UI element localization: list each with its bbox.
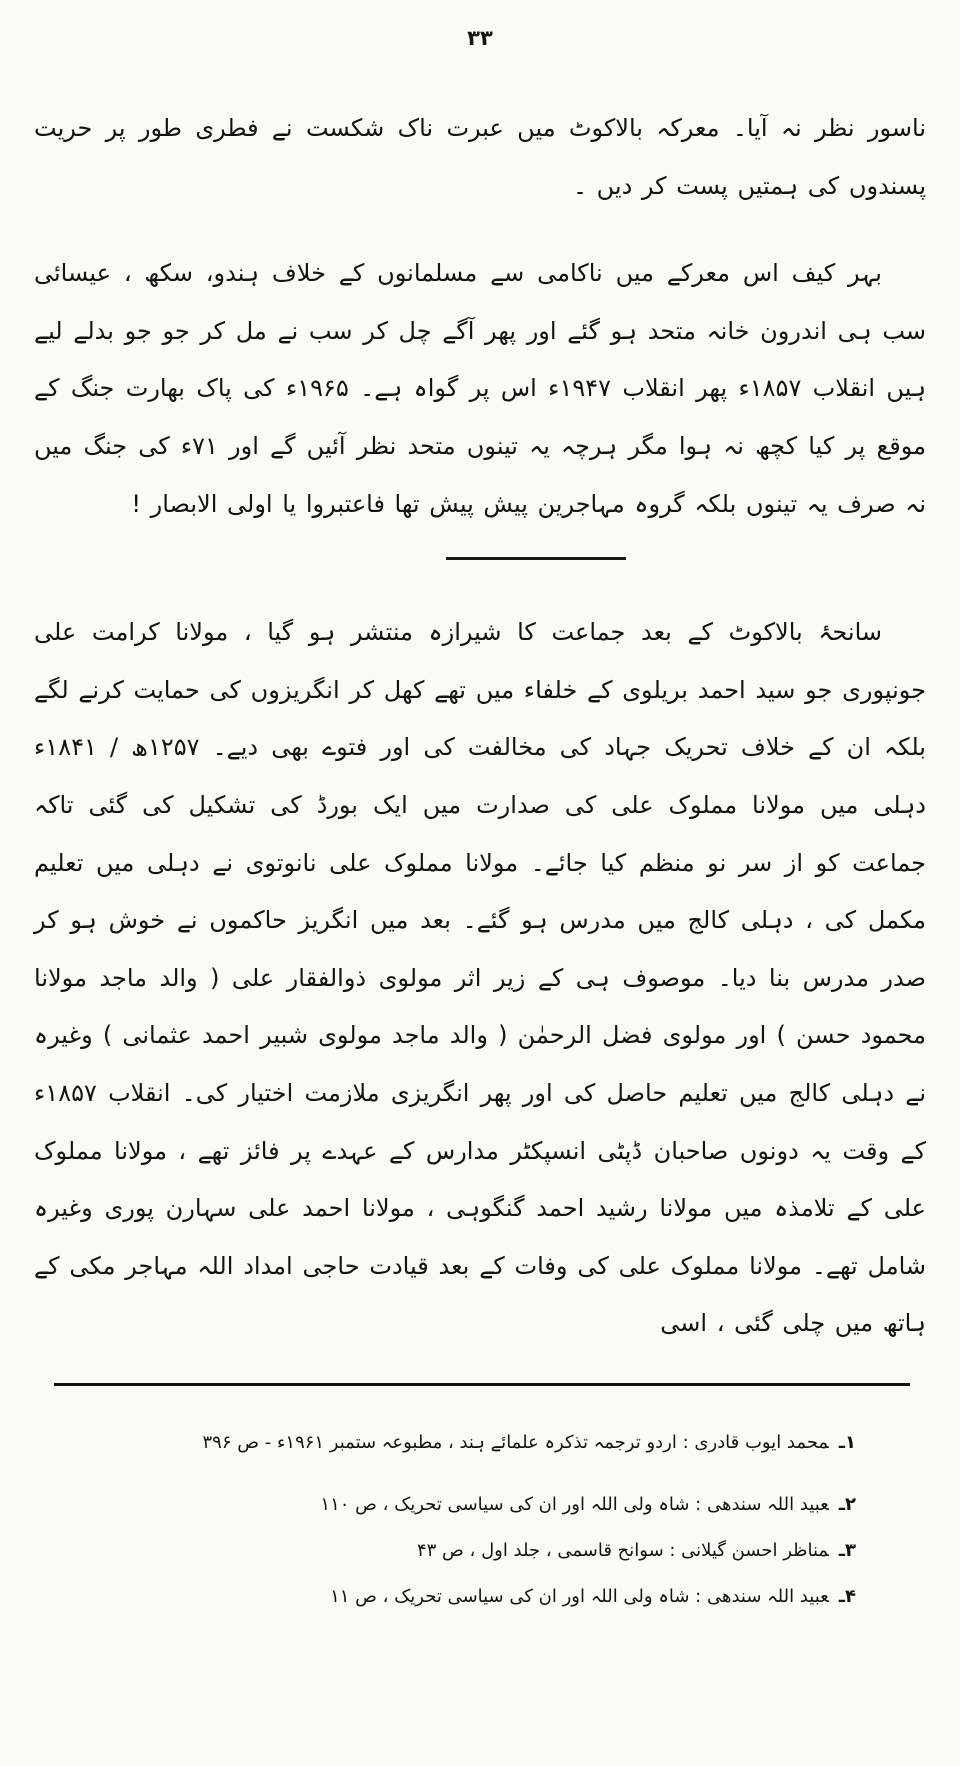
footnote-list <box>34 1420 926 1620</box>
footnote-marker: ۱ـ <box>838 1431 856 1453</box>
footnote-marker: ۲ـ <box>838 1493 856 1515</box>
footnote-marker: ۳ـ <box>838 1539 856 1561</box>
footnote-item <box>34 1574 856 1620</box>
footnote-divider <box>54 1383 910 1386</box>
paragraph: بہر کیف اس معرکے میں ناکامی سے مسلمانوں کے خلاف ہندو، سکھ ، عیسائی سب ہی اندرون خانہ متحد ہو گئے اور پھر آگے چل کر سب نے مل کر جو جو بدلے لیے ہیں انقلاب ۱۸۵۷ء پھر انقلاب ۱۹۴۷ء اس پر گواہ ہے۔ ۱۹۶۵ء کی پاک بھارت جنگ کے موقع پر کیا کچھ نہ ہوا مگر ہرچہ یہ تینوں متحد نظر آئیں گے اور ۷۱ء کی جنگ میں نہ صرف یہ تینوں بلکہ گروہ مہاجرین پیش پیش تھا فاعتبروا یا اولی الابصار ! <box>34 259 927 518</box>
footnote-marker: ۴ـ <box>838 1585 856 1607</box>
footnote-item <box>34 1528 856 1574</box>
paragraph: ناسور نظر نہ آیا۔ معرکہ بالاکوٹ میں عبرت ناک شکست نے فطری طور پر حریت پسندوں کی ہمتیں پست کر دیں ۔ <box>34 114 926 200</box>
footnote-text: محمد ایوب قادری : اردو ترجمہ تذکرہ علمائے ہند ، مطبوعہ ستمبر ۱۹۶۱ء - ص ۳۹۶ <box>202 1431 829 1453</box>
page-number: ۳۳ <box>467 26 493 50</box>
page-body <box>34 100 926 1353</box>
footnote-text: عبید اللہ سندھی : شاہ ولی اللہ اور ان کی سیاسی تحریک ، ص ۱۱۰ <box>320 1493 829 1515</box>
footnote-item <box>34 1482 856 1528</box>
section-divider <box>446 557 626 560</box>
footnote-text: عبید اللہ سندھی : شاہ ولی اللہ اور ان کی سیاسی تحریک ، ص ۱۱ <box>330 1585 829 1607</box>
footnote-text: مناظر احسن گیلانی : سوانح قاسمی ، جلد اول ، ص ۴۳ <box>416 1539 829 1561</box>
paragraph: سانحۂ بالاکوٹ کے بعد جماعت کا شیرازہ منتشر ہو گیا ، مولانا کرامت علی جونپوری جو سید احمد بریلوی کے خلفاء میں تھے کھل کر انگریزوں کی حمایت کرنے لگے بلکہ ان کے خلاف تحریک جہاد کی مخالفت کی اور فتوے بھی دیے۔ ۱۲۵۷ھ / ۱۸۴۱ء دہلی میں مولانا مملوک علی کی صدارت میں ایک بورڈ کی تشکیل کی گئی تاکہ جماعت کو از سر نو منظم کیا جائے۔ مولانا مملوک علی نانوتوی نے دہلی میں تعلیم مکمل کی ، دہلی کالج میں مدرس ہو گئے۔ بعد میں انگریز حاکموں نے خوش ہو کر صدر مدرس بنا دیا۔ موصوف ہی کے زیر اثر مولوی ذوالفقار علی ( والد ماجد مولانا محمود حسن ) اور مولوی فضل الرحمٰن ( والد ماجد مولوی شبیر احمد عثمانی ) وغیرہ نے دہلی کالج میں تعلیم حاصل کی اور پھر انگریزی ملازمت اختیار کی۔ انقلاب ۱۸۵۷ء کے وقت یہ دونوں صاحبان ڈپٹی انسپکٹر مدارس کے عہدے پر فائز تھے ، مولانا مملوک علی کے تلامذہ میں مولانا رشید احمد گنگوہی ، مولانا احمد علی سہارن پوری وغیرہ شامل تھے۔ مولانا مملوک علی کی وفات کے بعد قیادت حاجی امداد اللہ مہاجر مکی کے ہاتھ میں چلی گئی ، اسی <box>34 618 926 1338</box>
footnote-item <box>34 1420 856 1466</box>
